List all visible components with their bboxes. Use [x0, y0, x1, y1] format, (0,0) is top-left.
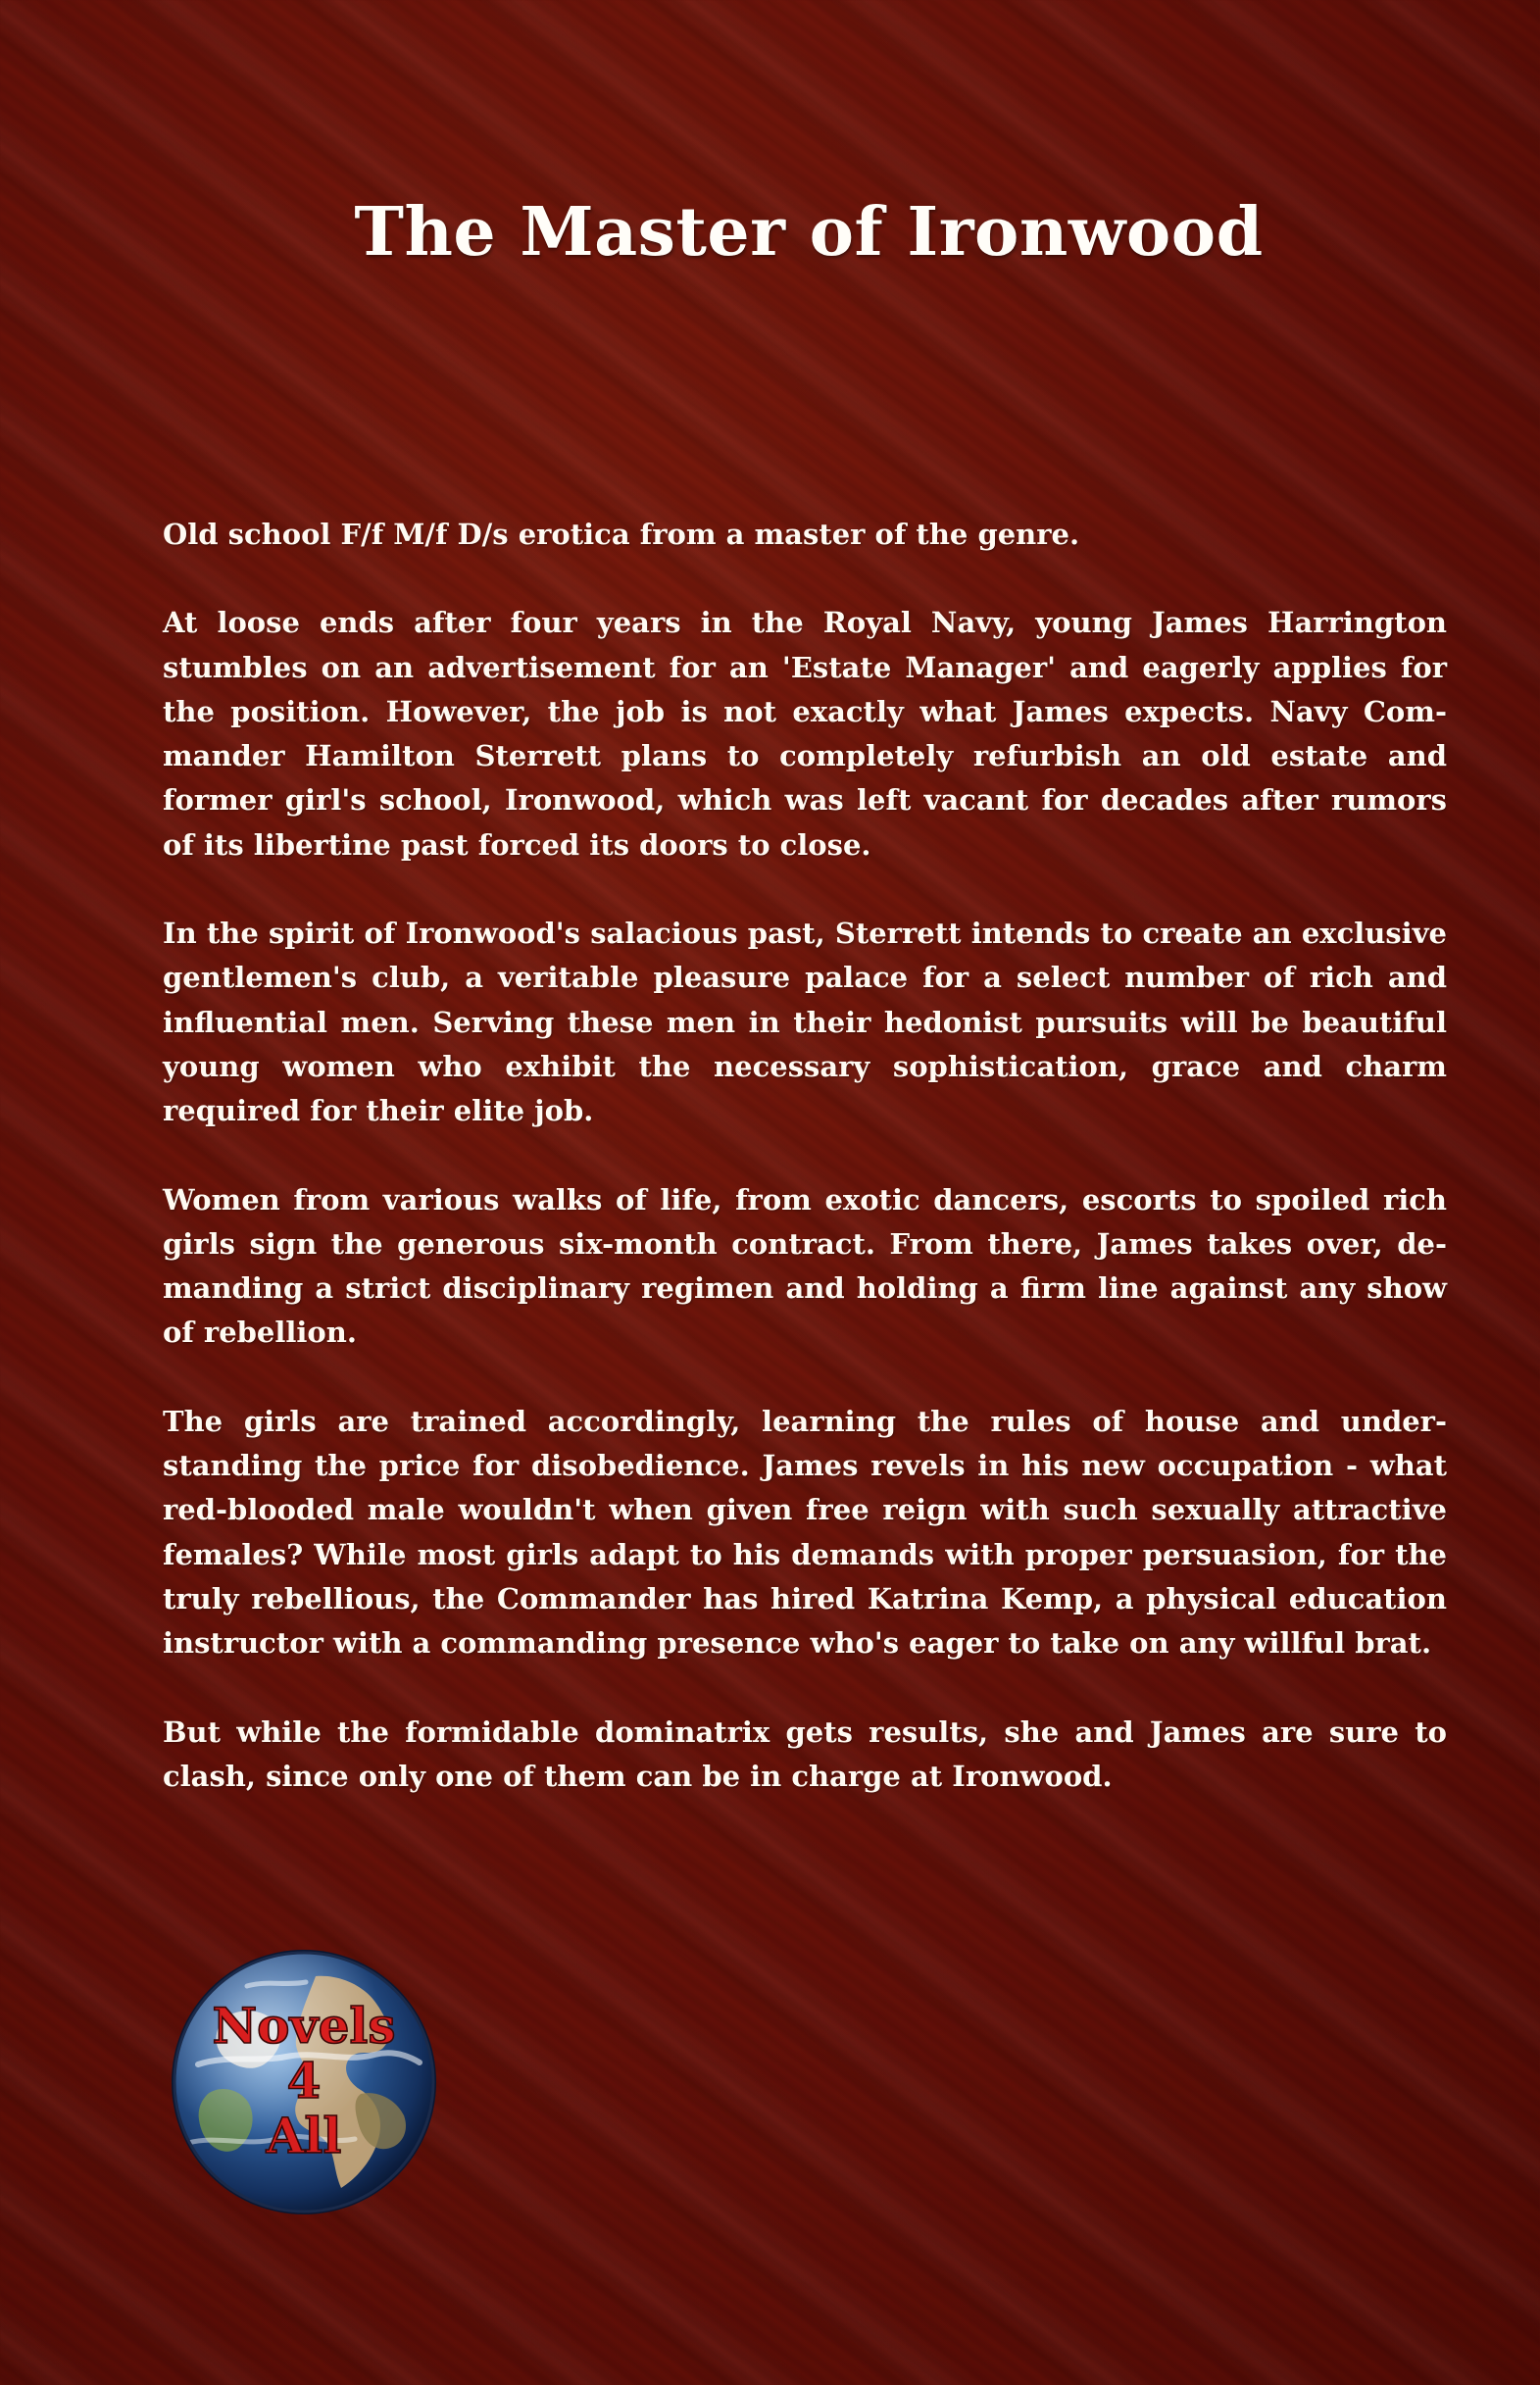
book-blurb [163, 513, 1447, 1843]
logo-text-number: 4 [286, 2052, 322, 2110]
blurb-tagline: Old school F/f M/f D/s erotica from a master of the genre. [163, 518, 1080, 551]
blurb-paragraph: At loose ends after four years in the Royal Navy, young James Harrington stumbles on an advertisement for an 'Estate Manager' and eagerly applies for the position. However, the job is not exactly what James expects. Navy Commander Hamilton Sterrett plans to completely refurbish an old estate and former girl's school, Ironwood, which was left vacant for decades after rumors of its libertine past forced its doors to close. [163, 606, 1447, 862]
blurb-paragraph: The girls are trained accordingly, learning the rules of house and understanding the price for disobedience. James revels in his new occupation - what red-blooded male wouldn't when given free reign with such sexually attractive females? While most girls adapt to his demands with proper persuasion, for the truly rebellious, the Commander has hired Katrina Kemp, a physical education instructor with a commanding presence who's eager to take on any willful brat. [163, 1404, 1447, 1661]
blurb-paragraph: In the spirit of Ironwood's salacious past, Sterrett intends to create an exclusive gentlemen's club, a veritable pleasure palace for a select number of rich and influential men. Serving these men in their hedonist pursuits will be beautiful young women who exhibit the necessary sophistication, grace and charm required for their elite job. [163, 917, 1447, 1128]
logo-text-all: All [266, 2107, 342, 2164]
globe-icon [169, 1947, 439, 2217]
blurb-paragraph: Women from various walks of life, from exotic dancers, escorts to spoiled rich girls sign the generous six-month contract. From there, James takes over, demanding a strict disciplinary regimen and holding a firm line against any show of rebellion. [163, 1182, 1447, 1350]
blurb-paragraph: But while the formidable dominatrix gets results, she and James are sure to clash, since only one of them can be in charge at Ironwood. [163, 1714, 1447, 1793]
book-title: The Master of Ironwood [354, 193, 1264, 272]
publisher-logo [169, 1947, 439, 2217]
logo-text-novels: Novels [212, 1997, 396, 2055]
